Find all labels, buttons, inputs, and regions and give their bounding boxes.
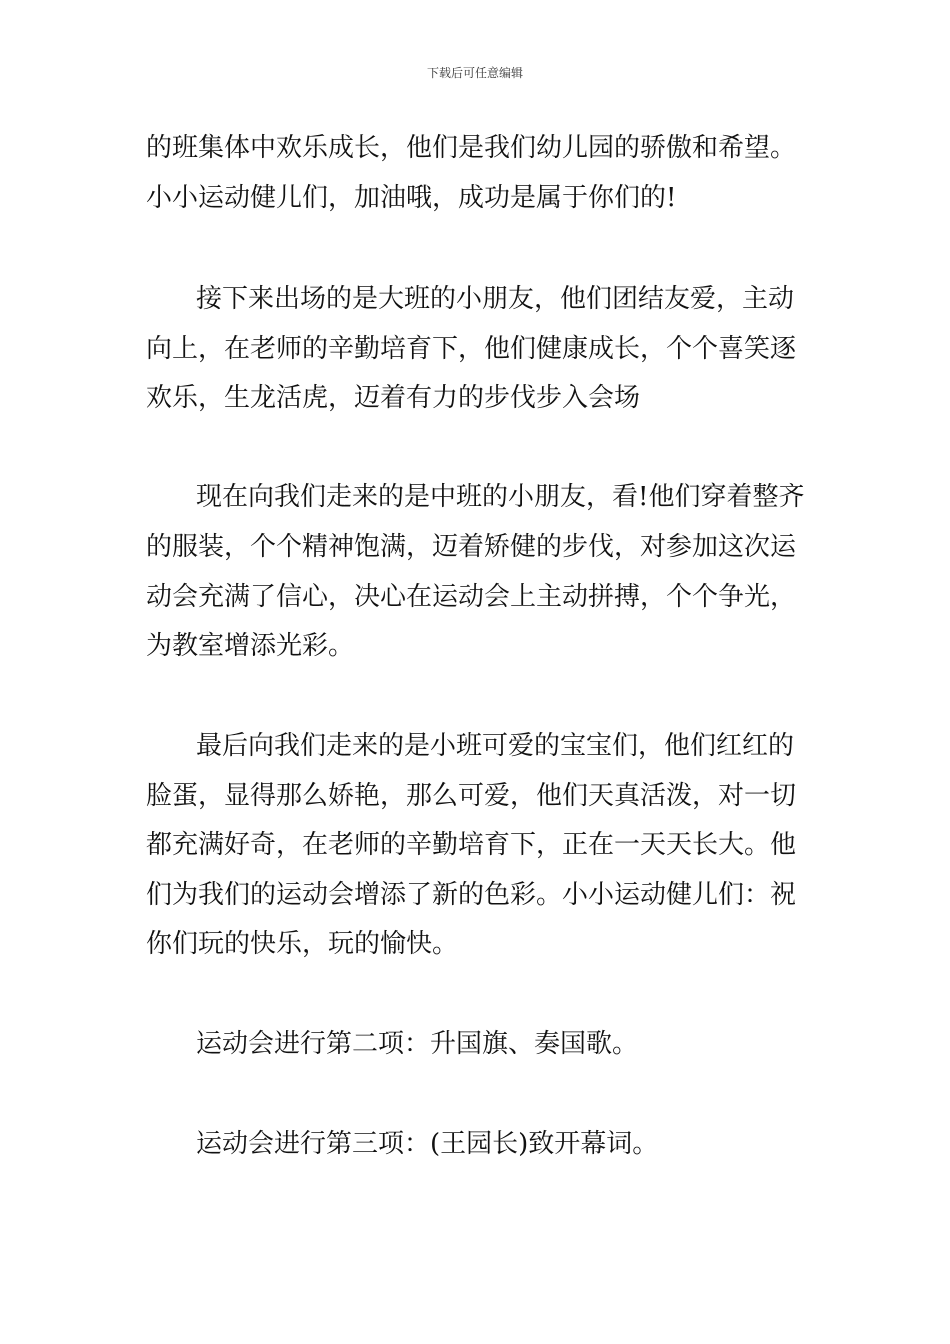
page-header-note: 下载后可任意编辑 bbox=[426, 66, 523, 80]
paragraph-line: 的班集体中欢乐成长，他们是我们幼儿园的骄傲和希望。 bbox=[146, 133, 797, 163]
paragraph-line: 你们玩的快乐，玩的愉快。 bbox=[146, 929, 459, 959]
paragraph-line: 动会充满了信心，决心在运动会上主动拼搏，个个争光， bbox=[146, 582, 797, 612]
paragraph-line: 运动会进行第二项：升国旗、奏国歌。 bbox=[196, 1029, 639, 1059]
paragraph-line: 接下来出场的是大班的小朋友，他们团结友爱，主动 bbox=[196, 284, 795, 314]
paragraph-line: 小小运动健儿们，加油哦，成功是属于你们的! bbox=[146, 183, 677, 213]
paragraph-line: 为教室增添光彩。 bbox=[146, 631, 355, 661]
paragraph-line: 向上，在老师的辛勤培育下，他们健康成长，个个喜笑逐 bbox=[146, 334, 797, 364]
paragraph-line: 运动会进行第三项：(王园长)致开幕词。 bbox=[196, 1129, 659, 1159]
paragraph-line: 的服装，个个精神饱满，迈着矫健的步伐，对参加这次运 bbox=[146, 532, 797, 562]
paragraph-line: 欢乐，生龙活虎，迈着有力的步伐步入会场 bbox=[146, 383, 641, 413]
paragraph-line: 最后向我们走来的是小班可爱的宝宝们，他们红红的 bbox=[196, 731, 795, 761]
paragraph-line: 脸蛋，显得那么娇艳，那么可爱，他们天真活泼，对一切 bbox=[146, 781, 797, 811]
paragraph-line: 现在向我们走来的是中班的小朋友，看!他们穿着整齐 bbox=[196, 482, 805, 512]
paragraph-line: 都充满好奇，在老师的辛勤培育下，正在一天天长大。他 bbox=[146, 830, 797, 860]
paragraph-line: 们为我们的运动会增添了新的色彩。小小运动健儿们：祝 bbox=[146, 880, 797, 910]
